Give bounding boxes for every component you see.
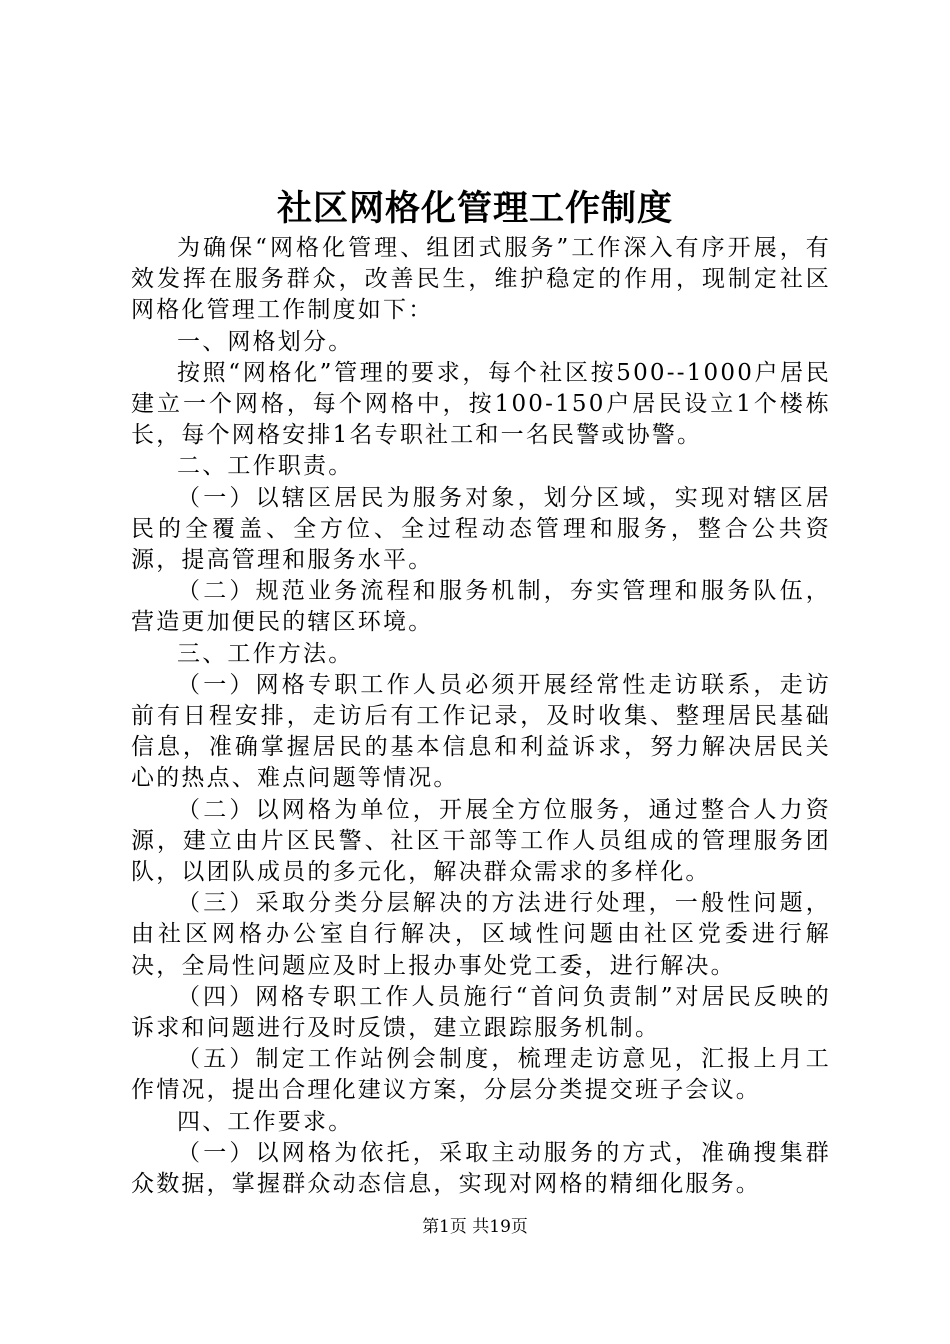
page-number-footer: 第1页 共19页 xyxy=(422,1217,528,1237)
document-body xyxy=(131,233,831,1200)
paragraph-grid-division: 按照“网格化”管理的要求，每个社区按500--1000户居民建立一个网格，每个网格中，按100-150户居民设立1个楼栋长，每个网格安排1名专职社工和一名民警或协警。 xyxy=(131,359,831,449)
paragraph-intro: 为确保“网格化管理、组团式服务”工作深入有序开展，有效发挥在服务群众，改善民生，维护稳定的作用，现制定社区网格化管理工作制度如下： xyxy=(131,235,831,324)
section-heading-4: 四、工作要求。 xyxy=(177,1108,354,1135)
paragraph-duty-1: （一）以辖区居民为服务对象，划分区域，实现对辖区居民的全覆盖、全方位、全过程动态管理和服务，整合公共资源，提高管理和服务水平。 xyxy=(131,484,831,574)
paragraph-duty-2: （二）规范业务流程和服务机制，夯实管理和服务队伍，营造更加便民的辖区环境。 xyxy=(131,578,831,636)
paragraph-requirement-1: （一）以网格为依托，采取主动服务的方式，准确搜集群众数据，掌握群众动态信息，实现对网格的精细化服务。 xyxy=(131,1139,831,1198)
paragraph-method-2: （二）以网格为单位，开展全方位服务，通过整合人力资源，建立由片区民警、社区干部等工作人员组成的管理服务团队，以团队成员的多元化，解决群众需求的多样化。 xyxy=(131,796,831,886)
paragraph-method-3: （三）采取分类分层解决的方法进行处理，一般性问题，由社区网格办公室自行解决，区域性问题由社区党委进行解决，全局性问题应及时上报办事处党工委，进行解决。 xyxy=(131,890,831,979)
paragraph-method-5: （五）制定工作站例会制度，梳理走访意见，汇报上月工作情况，提出合理化建议方案，分层分类提交班子会议。 xyxy=(131,1046,831,1104)
paragraph-method-1: （一）网格专职工作人员必须开展经常性走访联系，走访前有日程安排，走访后有工作记录，及时收集、整理居民基础信息，准确掌握居民的基本信息和利益诉求，努力解决居民关心的热点、难点问题等情况。 xyxy=(131,671,831,792)
section-heading-2: 二、工作职责。 xyxy=(177,453,354,480)
section-heading-3: 三、工作方法。 xyxy=(177,640,354,667)
document-title: 社区网格化管理工作制度 xyxy=(276,188,673,229)
section-heading-1: 一、网格划分。 xyxy=(177,328,354,355)
paragraph-method-4: （四）网格专职工作人员施行“首问负责制”对居民反映的诉求和问题进行及时反馈，建立跟踪服务机制。 xyxy=(131,983,831,1042)
